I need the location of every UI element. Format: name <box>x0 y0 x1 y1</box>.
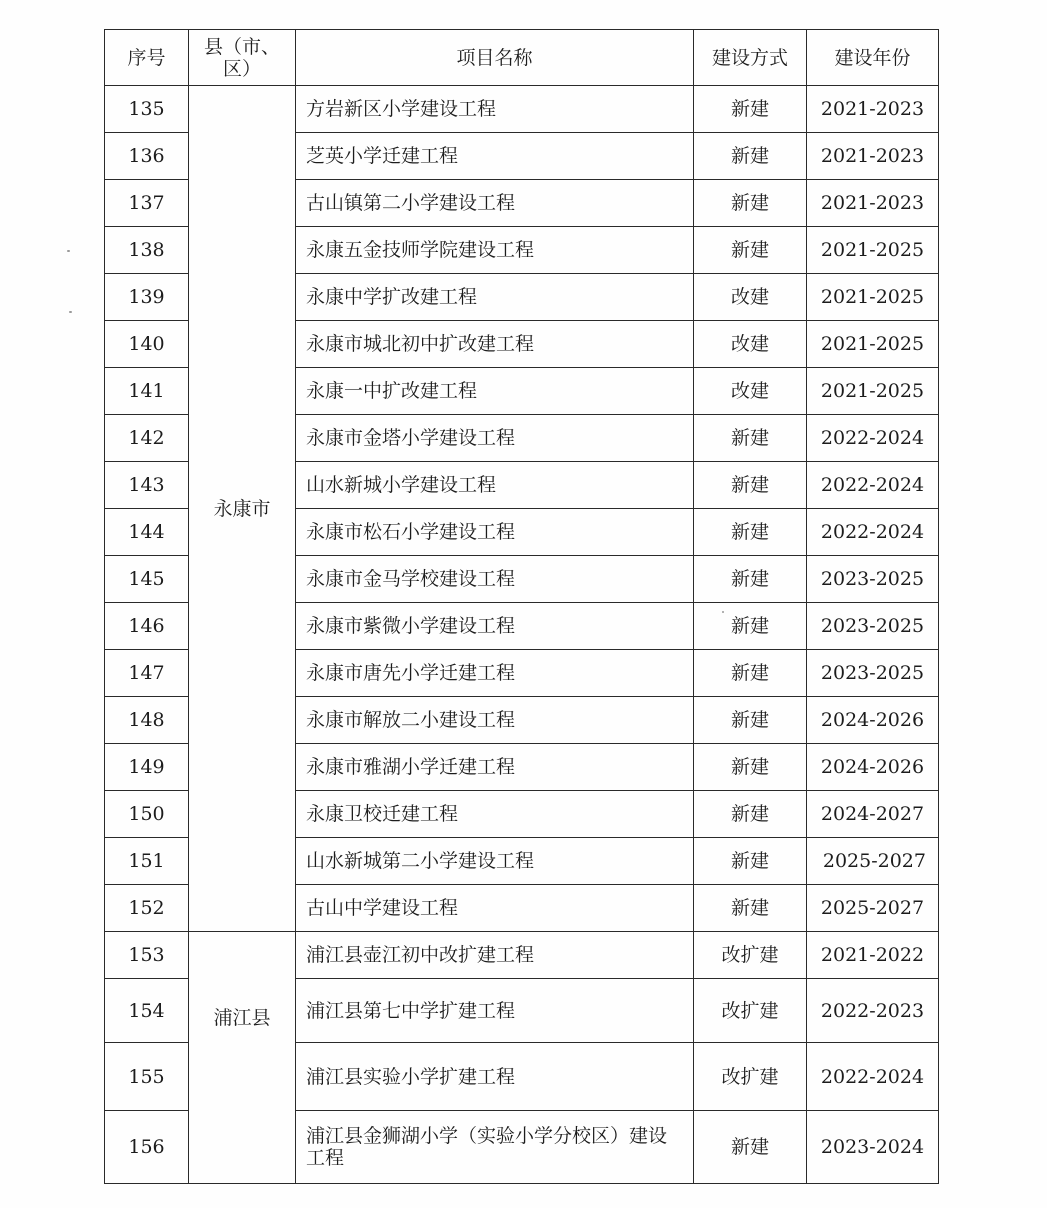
project-name-cell: 永康市紫微小学建设工程 <box>296 603 694 650</box>
years-cell: 2021-2023 <box>807 180 939 227</box>
project-name-cell: 浦江县壶江初中改扩建工程 <box>296 932 694 979</box>
seq-cell: 148 <box>105 697 189 744</box>
method-cell: 新建 <box>694 885 807 932</box>
project-name-cell: 永康市金塔小学建设工程 <box>296 415 694 462</box>
years-cell: 2022-2024 <box>807 415 939 462</box>
years-cell: 2022-2024 <box>807 1043 939 1111</box>
region-cell: 浦江县 <box>189 932 296 1184</box>
project-name-cell: 浦江县第七中学扩建工程 <box>296 979 694 1043</box>
years-cell: 2024-2026 <box>807 744 939 791</box>
seq-cell: 146 <box>105 603 189 650</box>
project-name-cell: 芝英小学迁建工程 <box>296 133 694 180</box>
years-cell: 2022-2024 <box>807 509 939 556</box>
table-row <box>105 932 939 979</box>
method-cell: 新建 <box>694 697 807 744</box>
seq-cell: 154 <box>105 979 189 1043</box>
years-cell: 2021-2023 <box>807 133 939 180</box>
project-name-cell: 山水新城小学建设工程 <box>296 462 694 509</box>
method-cell: 改建 <box>694 321 807 368</box>
method-cell: 新建 <box>694 462 807 509</box>
method-cell: 新建 <box>694 744 807 791</box>
years-cell: 2021-2025 <box>807 368 939 415</box>
project-name-cell: 方岩新区小学建设工程 <box>296 86 694 133</box>
years-cell: 2022-2023 <box>807 979 939 1043</box>
seq-cell: 145 <box>105 556 189 603</box>
method-cell: 改建 <box>694 274 807 321</box>
project-name-cell: 永康市解放二小建设工程 <box>296 697 694 744</box>
years-cell: 2024-2027 <box>807 791 939 838</box>
years-cell: 2023-2025 <box>807 556 939 603</box>
project-name-cell: 永康市金马学校建设工程 <box>296 556 694 603</box>
project-name-cell: 浦江县实验小学扩建工程 <box>296 1043 694 1111</box>
seq-cell: 137 <box>105 180 189 227</box>
header-seq: 序号 <box>105 30 189 86</box>
years-cell: 2023-2025 <box>807 603 939 650</box>
method-cell: 新建 <box>694 838 807 885</box>
seq-cell: 142 <box>105 415 189 462</box>
project-name-cell: 永康一中扩改建工程 <box>296 368 694 415</box>
project-name-cell: 古山镇第二小学建设工程 <box>296 180 694 227</box>
header-row <box>105 30 939 86</box>
project-name-cell: 永康市唐先小学迁建工程 <box>296 650 694 697</box>
project-name-cell: 浦江县金狮湖小学（实验小学分校区）建设工程 <box>296 1111 694 1184</box>
project-name-cell: 永康五金技师学院建设工程 <box>296 227 694 274</box>
seq-cell: 153 <box>105 932 189 979</box>
method-cell: 新建 <box>694 791 807 838</box>
method-cell: 新建 <box>694 650 807 697</box>
method-cell: 改扩建 <box>694 979 807 1043</box>
seq-cell: 152 <box>105 885 189 932</box>
years-cell: 2021-2023 <box>807 86 939 133</box>
method-cell: 改扩建 <box>694 932 807 979</box>
header-build-years: 建设年份 <box>807 30 939 86</box>
years-cell: 2021-2025 <box>807 274 939 321</box>
method-cell: 新建 <box>694 227 807 274</box>
method-cell: 新建 <box>694 180 807 227</box>
region-cell: 永康市 <box>189 86 296 932</box>
seq-cell: 144 <box>105 509 189 556</box>
seq-cell: 135 <box>105 86 189 133</box>
method-cell: 新建 <box>694 603 807 650</box>
seq-cell: 155 <box>105 1043 189 1111</box>
header-build-method: 建设方式 <box>694 30 807 86</box>
project-name-cell: 永康市雅湖小学迁建工程 <box>296 744 694 791</box>
method-cell: 新建 <box>694 86 807 133</box>
method-cell: 新建 <box>694 415 807 462</box>
seq-cell: 149 <box>105 744 189 791</box>
project-name-cell: 永康中学扩改建工程 <box>296 274 694 321</box>
seq-cell: 147 <box>105 650 189 697</box>
method-cell: 新建 <box>694 509 807 556</box>
seq-cell: 151 <box>105 838 189 885</box>
seq-cell: 139 <box>105 274 189 321</box>
years-cell: 2025-2027 <box>807 885 939 932</box>
project-table <box>104 29 939 1184</box>
years-cell: 2023-2024 <box>807 1111 939 1184</box>
seq-cell: 150 <box>105 791 189 838</box>
method-cell: 新建 <box>694 556 807 603</box>
project-name-cell: 永康市城北初中扩改建工程 <box>296 321 694 368</box>
method-cell: 新建 <box>694 133 807 180</box>
table-row <box>105 86 939 133</box>
years-cell: 2021-2022 <box>807 932 939 979</box>
years-cell: 2025-2027 <box>807 838 939 885</box>
years-cell: 2022-2024 <box>807 462 939 509</box>
scan-speck <box>69 311 72 313</box>
years-cell: 2021-2025 <box>807 321 939 368</box>
years-cell: 2021-2025 <box>807 227 939 274</box>
years-cell: 2024-2026 <box>807 697 939 744</box>
header-county: 县（市、区） <box>189 30 296 86</box>
scan-speck <box>67 250 70 252</box>
seq-cell: 140 <box>105 321 189 368</box>
seq-cell: 138 <box>105 227 189 274</box>
method-cell: 改建 <box>694 368 807 415</box>
seq-cell: 141 <box>105 368 189 415</box>
method-cell: 改扩建 <box>694 1043 807 1111</box>
seq-cell: 156 <box>105 1111 189 1184</box>
project-name-cell: 永康市松石小学建设工程 <box>296 509 694 556</box>
project-name-cell: 山水新城第二小学建设工程 <box>296 838 694 885</box>
project-name-cell: 古山中学建设工程 <box>296 885 694 932</box>
method-cell: 新建 <box>694 1111 807 1184</box>
seq-cell: 143 <box>105 462 189 509</box>
years-cell: 2023-2025 <box>807 650 939 697</box>
header-project-name: 项目名称 <box>296 30 694 86</box>
project-name-cell: 永康卫校迁建工程 <box>296 791 694 838</box>
seq-cell: 136 <box>105 133 189 180</box>
